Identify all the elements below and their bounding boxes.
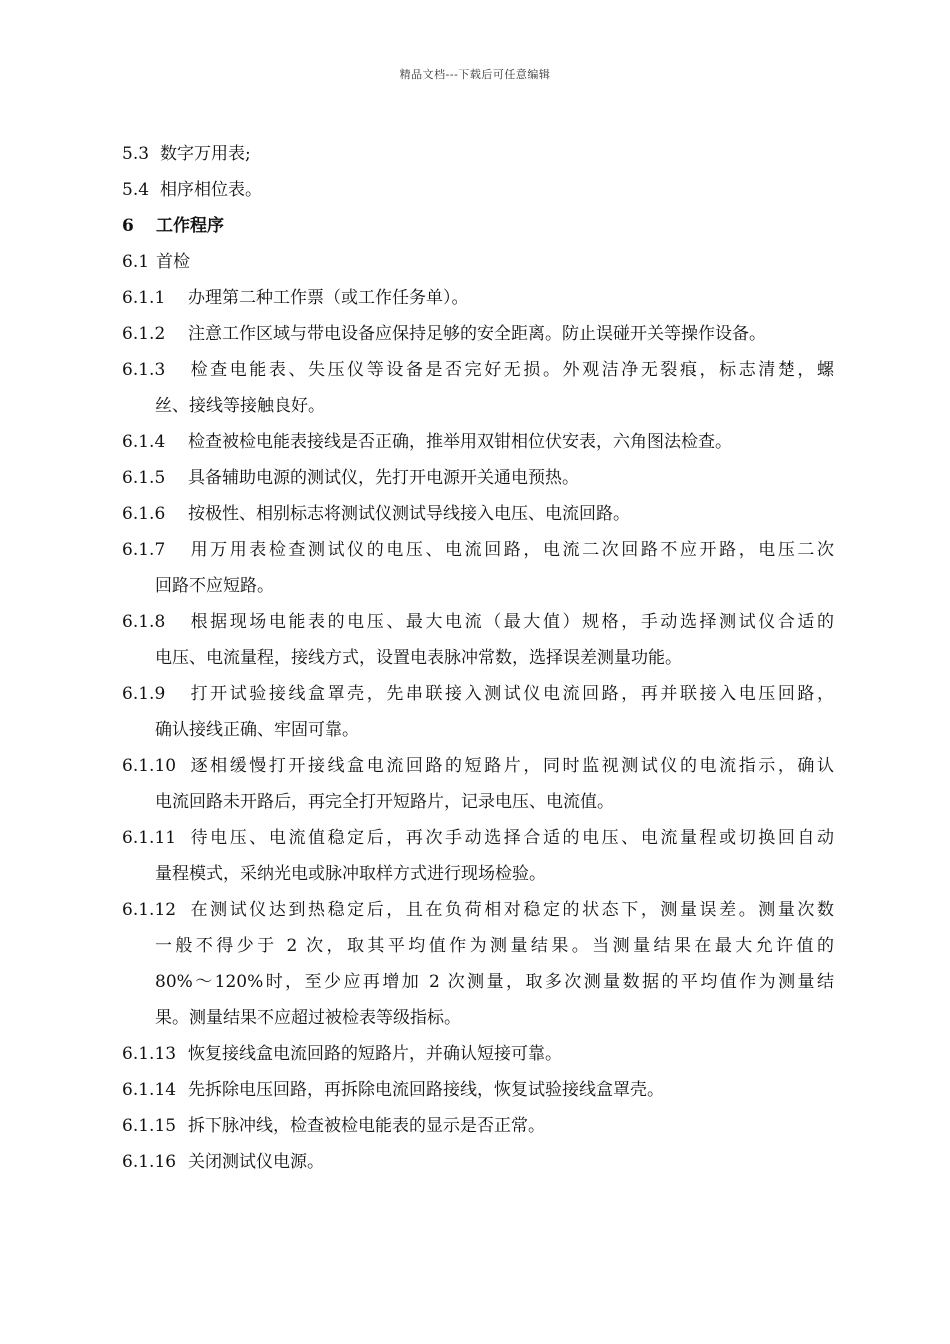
list-item	[122, 460, 834, 496]
section-title: 工作程序	[156, 216, 224, 236]
item-text: 在测试仪达到热稳定后，且在负荷相对稳定的状态下，测量误差。测量次数	[188, 900, 834, 920]
section-number: 6	[122, 216, 134, 236]
item-number: 6.1.9	[122, 684, 166, 704]
list-item	[122, 1144, 834, 1180]
item-text: 回路不应短路。	[155, 576, 274, 596]
item-text: 量程模式，采纳光电或脉冲取样方式进行现场检验。	[155, 864, 546, 884]
item-number: 6.1.16	[122, 1152, 177, 1172]
item-text: 80%～120%时，至少应再增加 2 次测量，取多次测量数据的平均值作为测量结	[155, 972, 834, 992]
item-number: 6.1.11	[122, 828, 177, 848]
item-number: 6.1.7	[122, 540, 166, 560]
item-number: 6.1.3	[122, 360, 166, 380]
list-item	[122, 676, 834, 712]
item-text: 一般不得少于 2 次，取其平均值作为测量结果。当测量结果在最大允许值的	[155, 936, 834, 956]
item-continuation	[122, 568, 834, 604]
item-number: 6.1.10	[122, 756, 177, 776]
item-continuation	[122, 640, 834, 676]
list-item	[122, 1036, 834, 1072]
item-text: 按极性、相别标志将测试仪测试导线接入电压、电流回路。	[188, 504, 630, 524]
item-text: 用万用表检查测试仪的电压、电流回路，电流二次回路不应开路，电压二次	[188, 540, 834, 560]
list-item	[122, 496, 834, 532]
item-text: 具备辅助电源的测试仪，先打开电源开关通电预热。	[188, 468, 579, 488]
item-number: 6.1.12	[122, 900, 177, 920]
item-text: 先拆除电压回路，再拆除电流回路接线，恢复试验接线盒罩壳。	[188, 1080, 664, 1100]
subsection-number: 6.1	[122, 252, 150, 272]
list-item	[122, 352, 834, 388]
list-item	[122, 820, 834, 856]
item-number: 6.1.15	[122, 1116, 177, 1136]
item-number: 6.1.13	[122, 1044, 177, 1064]
item-continuation	[122, 388, 834, 424]
item-number: 6.1.5	[122, 468, 166, 488]
item-text: 丝、接线等接触良好。	[155, 396, 325, 416]
list-item	[122, 748, 834, 784]
item-text: 待电压、电流值稳定后，再次手动选择合适的电压、电流量程或切换回自动	[188, 828, 834, 848]
item-continuation	[122, 1000, 834, 1036]
item-number: 6.1.8	[122, 612, 166, 632]
item-text: 逐相缓慢打开接线盒电流回路的短路片，同时监视测试仪的电流指示，确认	[188, 756, 834, 776]
item-continuation	[122, 856, 834, 892]
item-text: 检查电能表、失压仪等设备是否完好无损。外观洁净无裂痕，标志清楚，螺	[188, 360, 834, 380]
item-number: 5.4	[122, 180, 150, 200]
item-text: 恢复接线盒电流回路的短路片，并确认短接可靠。	[188, 1044, 562, 1064]
list-item	[122, 172, 834, 208]
list-item	[122, 1108, 834, 1144]
list-item	[122, 316, 834, 352]
item-text: 相序相位表。	[160, 180, 262, 200]
item-number: 6.1.14	[122, 1080, 177, 1100]
item-continuation	[122, 784, 834, 820]
item-text: 关闭测试仪电源。	[188, 1152, 324, 1172]
item-text: 注意工作区域与带电设备应保持足够的安全距离。防止误碰开关等操作设备。	[188, 324, 766, 344]
item-continuation	[122, 928, 834, 964]
list-item	[122, 532, 834, 568]
list-item	[122, 424, 834, 460]
item-number: 6.1.1	[122, 288, 166, 308]
item-number: 6.1.2	[122, 324, 166, 344]
item-text: 果。测量结果不应超过被检表等级指标。	[155, 1008, 461, 1028]
list-item	[122, 280, 834, 316]
document-body	[122, 136, 834, 1180]
item-number: 5.3	[122, 144, 150, 164]
page-header: 精品文档---下载后可任意编辑	[399, 68, 551, 81]
list-item	[122, 1072, 834, 1108]
list-item	[122, 892, 834, 928]
section-heading	[122, 208, 834, 244]
item-text: 根据现场电能表的电压、最大电流（最大值）规格，手动选择测试仪合适的	[188, 612, 834, 632]
item-text: 电流回路未开路后，再完全打开短路片，记录电压、电流值。	[155, 792, 614, 812]
item-text: 拆下脉冲线，检查被检电能表的显示是否正常。	[188, 1116, 545, 1136]
item-text: 确认接线正确、牢固可靠。	[155, 720, 359, 740]
item-text: 打开试验接线盒罩壳，先串联接入测试仪电流回路，再并联接入电压回路，	[188, 684, 834, 704]
item-number: 6.1.4	[122, 432, 166, 452]
item-text: 电压、电流量程，接线方式，设置电表脉冲常数，选择误差测量功能。	[155, 648, 682, 668]
list-item	[122, 604, 834, 640]
subsection-heading	[122, 244, 834, 280]
subsection-title: 首检	[156, 252, 190, 272]
item-continuation	[122, 964, 834, 1000]
item-continuation	[122, 712, 834, 748]
item-number: 6.1.6	[122, 504, 166, 524]
item-text: 办理第二种工作票（或工作任务单）。	[188, 288, 469, 308]
item-text: 数字万用表;	[160, 144, 251, 164]
list-item	[122, 136, 834, 172]
item-text: 检查被检电能表接线是否正确，推举用双钳相位伏安表，六角图法检查。	[188, 432, 732, 452]
